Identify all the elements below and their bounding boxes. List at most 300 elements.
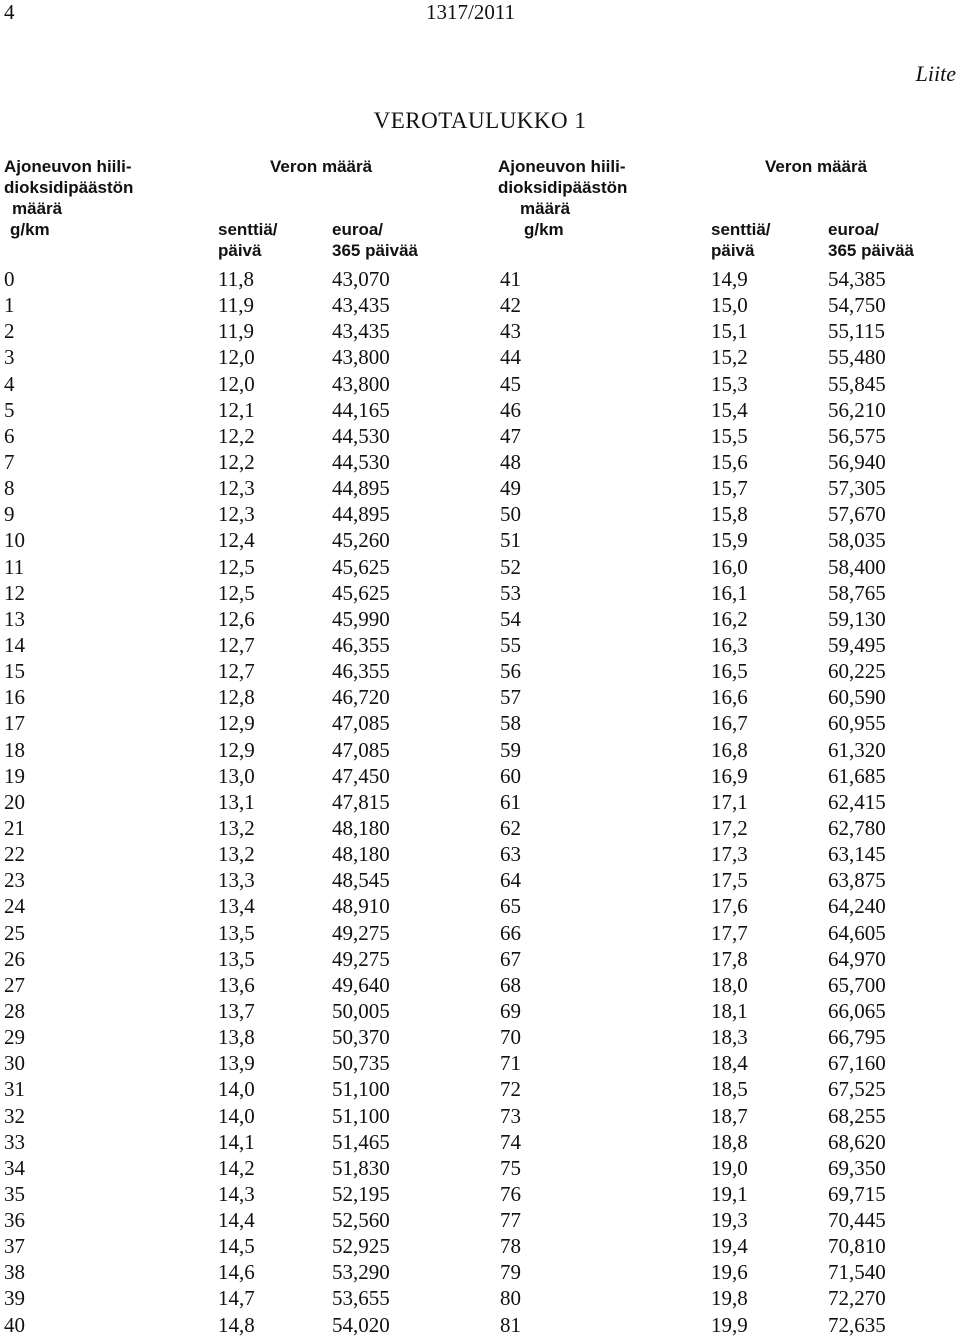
cell-euros-left: 47,085 xyxy=(332,737,390,762)
table-row xyxy=(0,554,960,580)
cell-euros-left: 51,100 xyxy=(332,1103,390,1128)
header-line: 365 päivää xyxy=(332,241,419,260)
cell-cents-right: 15,8 xyxy=(711,502,748,527)
cell-cents-right: 19,9 xyxy=(711,1312,748,1337)
cell-emission-left: 25 xyxy=(4,920,25,945)
cell-cents-left: 11,8 xyxy=(218,267,254,291)
cell-euros-right: 59,495 xyxy=(828,632,886,657)
cell-cents-left: 12,7 xyxy=(218,632,255,657)
cell-emission-right: 74 xyxy=(500,1129,521,1154)
cell-euros-right: 64,970 xyxy=(828,946,886,971)
cell-euros-left: 52,560 xyxy=(332,1208,390,1233)
cell-cents-left: 12,5 xyxy=(218,580,255,605)
table-row xyxy=(0,1024,960,1050)
cell-euros-right: 60,955 xyxy=(828,711,886,736)
header-line: Ajoneuvon hiili- xyxy=(498,157,626,176)
table-row xyxy=(0,371,960,397)
cell-euros-right: 70,445 xyxy=(828,1208,886,1233)
cell-cents-right: 16,7 xyxy=(711,711,748,736)
cell-emission-right: 56 xyxy=(500,659,521,684)
cell-euros-right: 58,400 xyxy=(828,554,886,579)
table-title: VEROTAULUKKO 1 xyxy=(373,108,587,133)
cell-emission-right: 60 xyxy=(500,763,521,788)
cell-cents-left: 12,2 xyxy=(218,423,255,448)
cell-euros-left: 46,355 xyxy=(332,659,390,684)
cell-euros-right: 55,115 xyxy=(828,319,885,344)
cell-emission-left: 18 xyxy=(4,737,25,762)
cell-euros-right: 55,480 xyxy=(828,345,886,370)
cell-euros-right: 56,940 xyxy=(828,449,886,474)
table-row xyxy=(0,449,960,475)
cell-cents-left: 14,1 xyxy=(218,1129,255,1154)
cell-cents-right: 19,6 xyxy=(711,1260,748,1285)
cell-euros-left: 44,165 xyxy=(332,397,390,422)
cell-cents-left: 13,3 xyxy=(218,868,255,893)
cell-cents-left: 12,3 xyxy=(218,476,255,501)
cell-cents-left: 14,3 xyxy=(218,1181,255,1206)
cell-euros-right: 57,670 xyxy=(828,502,886,527)
cell-emission-left: 32 xyxy=(4,1103,25,1128)
cell-emission-left: 26 xyxy=(4,946,25,971)
cell-emission-left: 23 xyxy=(4,868,25,893)
cell-euros-right: 61,320 xyxy=(828,737,886,762)
cell-emission-right: 66 xyxy=(500,920,521,945)
table-row xyxy=(0,763,960,789)
cell-emission-left: 22 xyxy=(4,842,25,867)
cell-euros-right: 54,750 xyxy=(828,293,886,318)
cell-emission-right: 61 xyxy=(500,789,521,814)
header-line: päivä xyxy=(218,241,262,260)
cell-emission-right: 51 xyxy=(500,528,521,553)
table-row xyxy=(0,423,960,449)
cell-euros-left: 45,260 xyxy=(332,528,390,553)
cell-cents-left: 12,6 xyxy=(218,606,255,631)
right-cents-header xyxy=(711,219,771,261)
cell-euros-right: 61,685 xyxy=(828,763,886,788)
table-row xyxy=(0,893,960,919)
table-row xyxy=(0,737,960,763)
cell-emission-right: 79 xyxy=(500,1260,521,1285)
cell-emission-right: 53 xyxy=(500,580,521,605)
left-euros-header xyxy=(332,219,418,261)
table-row xyxy=(0,710,960,736)
cell-cents-left: 12,9 xyxy=(218,711,255,736)
cell-emission-left: 11 xyxy=(4,554,25,579)
cell-cents-right: 16,3 xyxy=(711,632,748,657)
header-line: euroa/ xyxy=(828,220,880,239)
header-unit: g/km xyxy=(524,220,564,239)
cell-emission-left: 30 xyxy=(4,1051,25,1076)
table-row xyxy=(0,1076,960,1102)
cell-euros-right: 69,350 xyxy=(828,1155,886,1180)
cell-emission-left: 15 xyxy=(4,659,25,684)
header-line: päivä xyxy=(711,241,755,260)
table-row xyxy=(0,1312,960,1338)
cell-cents-right: 18,4 xyxy=(711,1051,748,1076)
cell-euros-right: 66,065 xyxy=(828,998,886,1023)
cell-euros-left: 48,910 xyxy=(332,894,390,919)
table-row xyxy=(0,527,960,553)
cell-cents-right: 16,2 xyxy=(711,606,748,631)
cell-euros-left: 44,895 xyxy=(332,502,390,527)
header-unit: g/km xyxy=(10,220,50,239)
cell-euros-left: 43,435 xyxy=(332,293,390,318)
cell-cents-right: 15,6 xyxy=(711,449,748,474)
table-row xyxy=(0,1129,960,1155)
cell-euros-left: 45,625 xyxy=(332,580,390,605)
cell-emission-left: 34 xyxy=(4,1155,25,1180)
cell-euros-right: 64,240 xyxy=(828,894,886,919)
cell-euros-left: 43,800 xyxy=(332,345,390,370)
cell-emission-right: 57 xyxy=(500,685,521,710)
cell-euros-left: 50,370 xyxy=(332,1025,390,1050)
cell-cents-right: 18,7 xyxy=(711,1103,748,1128)
cell-cents-left: 14,7 xyxy=(218,1286,255,1311)
table-row xyxy=(0,920,960,946)
cell-emission-left: 36 xyxy=(4,1208,25,1233)
cell-euros-right: 70,810 xyxy=(828,1234,886,1259)
header-line: dioksidipäästön xyxy=(4,178,134,197)
cell-cents-left: 12,0 xyxy=(218,345,255,370)
cell-euros-left: 50,005 xyxy=(332,998,390,1023)
cell-emission-right: 63 xyxy=(500,842,521,867)
cell-cents-right: 15,3 xyxy=(711,371,748,396)
cell-emission-right: 48 xyxy=(500,449,521,474)
cell-euros-left: 45,625 xyxy=(332,554,390,579)
table-row xyxy=(0,684,960,710)
cell-euros-left: 49,640 xyxy=(332,972,390,997)
cell-euros-right: 65,700 xyxy=(828,972,886,997)
cell-emission-left: 19 xyxy=(4,763,25,788)
cell-cents-left: 13,7 xyxy=(218,998,255,1023)
cell-euros-right: 60,590 xyxy=(828,685,886,710)
cell-euros-right: 63,145 xyxy=(828,842,886,867)
cell-euros-left: 45,990 xyxy=(332,606,390,631)
cell-euros-right: 68,255 xyxy=(828,1103,886,1128)
cell-euros-left: 51,465 xyxy=(332,1129,390,1154)
table-row xyxy=(0,946,960,972)
cell-emission-right: 54 xyxy=(500,606,521,631)
table-row xyxy=(0,606,960,632)
cell-cents-right: 17,8 xyxy=(711,946,748,971)
page-number: 4 xyxy=(4,0,15,24)
cell-euros-right: 56,575 xyxy=(828,423,886,448)
cell-cents-right: 16,8 xyxy=(711,737,748,762)
cell-emission-left: 31 xyxy=(4,1077,25,1102)
cell-euros-left: 51,830 xyxy=(332,1155,390,1180)
cell-cents-right: 17,2 xyxy=(711,815,748,840)
cell-emission-right: 76 xyxy=(500,1181,521,1206)
cell-euros-right: 59,130 xyxy=(828,606,886,631)
cell-cents-right: 17,7 xyxy=(711,920,748,945)
header-line: määrä xyxy=(12,199,63,218)
cell-cents-right: 19,4 xyxy=(711,1234,748,1259)
cell-emission-right: 49 xyxy=(500,476,521,501)
cell-cents-right: 15,5 xyxy=(711,423,748,448)
table-row xyxy=(0,867,960,893)
cell-emission-right: 75 xyxy=(500,1155,521,1180)
cell-cents-right: 15,7 xyxy=(711,476,748,501)
cell-cents-left: 14,2 xyxy=(218,1155,255,1180)
cell-cents-left: 12,8 xyxy=(218,685,255,710)
table-row xyxy=(0,998,960,1024)
table-row xyxy=(0,1285,960,1311)
header-line: senttiä/ xyxy=(218,220,278,239)
cell-euros-left: 48,545 xyxy=(332,868,390,893)
cell-emission-left: 13 xyxy=(4,606,25,631)
cell-cents-left: 13,8 xyxy=(218,1025,255,1050)
cell-emission-right: 41 xyxy=(500,267,521,291)
cell-euros-right: 60,225 xyxy=(828,659,886,684)
cell-emission-left: 1 xyxy=(4,293,15,318)
cell-emission-left: 8 xyxy=(4,476,15,501)
header-line: määrä xyxy=(520,199,571,218)
right-emission-header xyxy=(498,156,627,240)
cell-emission-right: 80 xyxy=(500,1286,521,1311)
cell-cents-right: 19,0 xyxy=(711,1155,748,1180)
cell-euros-left: 53,290 xyxy=(332,1260,390,1285)
cell-euros-left: 47,815 xyxy=(332,789,390,814)
cell-emission-left: 14 xyxy=(4,632,25,657)
cell-cents-left: 12,1 xyxy=(218,397,255,422)
cell-euros-left: 43,435 xyxy=(332,319,390,344)
table-row xyxy=(0,397,960,423)
cell-emission-left: 7 xyxy=(4,449,15,474)
left-tax-header: Veron määrä xyxy=(270,157,373,176)
cell-cents-left: 13,9 xyxy=(218,1051,255,1076)
table-row xyxy=(0,972,960,998)
cell-cents-right: 19,3 xyxy=(711,1208,748,1233)
cell-euros-right: 64,605 xyxy=(828,920,886,945)
cell-euros-left: 48,180 xyxy=(332,815,390,840)
cell-cents-right: 16,5 xyxy=(711,659,748,684)
right-tax-header: Veron määrä xyxy=(765,157,868,176)
table-row xyxy=(0,1181,960,1207)
cell-cents-left: 12,7 xyxy=(218,659,255,684)
cell-cents-left: 11,9 xyxy=(218,293,254,318)
cell-euros-right: 68,620 xyxy=(828,1129,886,1154)
cell-euros-left: 46,355 xyxy=(332,632,390,657)
cell-cents-right: 15,1 xyxy=(711,319,748,344)
cell-cents-left: 14,6 xyxy=(218,1260,255,1285)
cell-euros-right: 69,715 xyxy=(828,1181,886,1206)
header-line: 365 päivää xyxy=(828,241,915,260)
cell-emission-left: 33 xyxy=(4,1129,25,1154)
cell-emission-right: 58 xyxy=(500,711,521,736)
cell-emission-right: 59 xyxy=(500,737,521,762)
cell-cents-right: 19,8 xyxy=(711,1286,748,1311)
cell-emission-left: 28 xyxy=(4,998,25,1023)
cell-cents-right: 17,5 xyxy=(711,868,748,893)
cell-cents-right: 18,3 xyxy=(711,1025,748,1050)
cell-cents-right: 17,1 xyxy=(711,789,748,814)
cell-euros-left: 46,720 xyxy=(332,685,390,710)
cell-emission-right: 65 xyxy=(500,894,521,919)
table-row xyxy=(0,501,960,527)
cell-emission-right: 42 xyxy=(500,293,521,318)
cell-emission-right: 73 xyxy=(500,1103,521,1128)
cell-cents-left: 13,4 xyxy=(218,894,255,919)
cell-euros-right: 66,795 xyxy=(828,1025,886,1050)
cell-emission-right: 44 xyxy=(500,345,521,370)
cell-cents-right: 18,8 xyxy=(711,1129,748,1154)
cell-cents-left: 13,0 xyxy=(218,763,255,788)
cell-emission-right: 71 xyxy=(500,1051,521,1076)
cell-emission-left: 16 xyxy=(4,685,25,710)
cell-euros-right: 58,035 xyxy=(828,528,886,553)
cell-emission-left: 37 xyxy=(4,1234,25,1259)
cell-emission-left: 24 xyxy=(4,894,25,919)
table-row xyxy=(0,344,960,370)
cell-emission-left: 9 xyxy=(4,502,15,527)
cell-emission-right: 45 xyxy=(500,371,521,396)
cell-cents-left: 14,5 xyxy=(218,1234,255,1259)
header-line: euroa/ xyxy=(332,220,384,239)
cell-euros-left: 47,450 xyxy=(332,763,390,788)
cell-cents-left: 13,5 xyxy=(218,920,255,945)
cell-emission-right: 68 xyxy=(500,972,521,997)
cell-euros-left: 50,735 xyxy=(332,1051,390,1076)
cell-cents-right: 16,9 xyxy=(711,763,748,788)
table-row xyxy=(0,1050,960,1076)
cell-emission-left: 21 xyxy=(4,815,25,840)
cell-cents-right: 16,0 xyxy=(711,554,748,579)
cell-emission-right: 69 xyxy=(500,998,521,1023)
cell-euros-left: 43,800 xyxy=(332,371,390,396)
cell-emission-left: 2 xyxy=(4,319,15,344)
cell-cents-right: 15,2 xyxy=(711,345,748,370)
cell-cents-left: 14,0 xyxy=(218,1103,255,1128)
cell-cents-left: 13,1 xyxy=(218,789,255,814)
cell-emission-left: 29 xyxy=(4,1025,25,1050)
cell-emission-right: 50 xyxy=(500,502,521,527)
cell-emission-right: 52 xyxy=(500,554,521,579)
table-row xyxy=(0,1233,960,1259)
cell-emission-left: 38 xyxy=(4,1260,25,1285)
table-row xyxy=(0,1155,960,1181)
appendix-label: Liite xyxy=(915,61,956,86)
cell-cents-left: 14,4 xyxy=(218,1208,255,1233)
cell-euros-left: 43,070 xyxy=(332,267,390,291)
cell-cents-left: 12,5 xyxy=(218,554,255,579)
table-row xyxy=(0,1259,960,1285)
table-row xyxy=(0,1103,960,1129)
cell-cents-left: 12,9 xyxy=(218,737,255,762)
right-euros-header xyxy=(828,219,914,261)
cell-cents-left: 12,2 xyxy=(218,449,255,474)
cell-euros-right: 62,780 xyxy=(828,815,886,840)
cell-cents-right: 16,1 xyxy=(711,580,748,605)
table-row xyxy=(0,815,960,841)
cell-emission-left: 0 xyxy=(4,267,15,291)
table-row xyxy=(0,292,960,318)
cell-euros-left: 54,020 xyxy=(332,1312,390,1337)
cell-emission-right: 43 xyxy=(500,319,521,344)
cell-cents-right: 16,6 xyxy=(711,685,748,710)
cell-cents-right: 17,6 xyxy=(711,894,748,919)
table-row xyxy=(0,1207,960,1233)
cell-emission-right: 72 xyxy=(500,1077,521,1102)
cell-euros-left: 52,195 xyxy=(332,1181,390,1206)
header-line: Ajoneuvon hiili- xyxy=(4,157,132,176)
cell-euros-left: 53,655 xyxy=(332,1286,390,1311)
cell-emission-left: 5 xyxy=(4,397,15,422)
cell-cents-left: 13,2 xyxy=(218,815,255,840)
cell-cents-right: 18,0 xyxy=(711,972,748,997)
tax-table xyxy=(0,266,960,1338)
cell-cents-right: 15,9 xyxy=(711,528,748,553)
cell-emission-right: 64 xyxy=(500,868,521,893)
cell-cents-right: 14,9 xyxy=(711,267,748,291)
cell-cents-right: 19,1 xyxy=(711,1181,748,1206)
cell-euros-left: 44,530 xyxy=(332,449,390,474)
document-id: 1317/2011 xyxy=(426,0,516,24)
table-row xyxy=(0,841,960,867)
cell-emission-right: 46 xyxy=(500,397,521,422)
table-row xyxy=(0,475,960,501)
cell-emission-left: 40 xyxy=(4,1312,25,1337)
cell-euros-right: 55,845 xyxy=(828,371,886,396)
table-row xyxy=(0,658,960,684)
left-emission-header xyxy=(4,156,133,240)
cell-cents-left: 12,3 xyxy=(218,502,255,527)
cell-emission-right: 78 xyxy=(500,1234,521,1259)
cell-emission-left: 4 xyxy=(4,371,15,396)
cell-cents-left: 12,4 xyxy=(218,528,255,553)
cell-euros-right: 58,765 xyxy=(828,580,886,605)
cell-cents-right: 17,3 xyxy=(711,842,748,867)
cell-euros-left: 44,530 xyxy=(332,423,390,448)
cell-cents-right: 15,0 xyxy=(711,293,748,318)
cell-cents-right: 18,1 xyxy=(711,998,748,1023)
cell-emission-left: 27 xyxy=(4,972,25,997)
cell-euros-left: 52,925 xyxy=(332,1234,390,1259)
cell-emission-right: 62 xyxy=(500,815,521,840)
cell-euros-right: 67,160 xyxy=(828,1051,886,1076)
cell-emission-left: 35 xyxy=(4,1181,25,1206)
cell-euros-left: 49,275 xyxy=(332,946,390,971)
cell-cents-right: 15,4 xyxy=(711,397,748,422)
left-cents-header xyxy=(218,219,278,261)
table-row xyxy=(0,318,960,344)
header-line: senttiä/ xyxy=(711,220,771,239)
cell-euros-left: 48,180 xyxy=(332,842,390,867)
cell-cents-left: 12,0 xyxy=(218,371,255,396)
table-row xyxy=(0,580,960,606)
cell-euros-right: 72,270 xyxy=(828,1286,886,1311)
cell-euros-right: 71,540 xyxy=(828,1260,886,1285)
cell-emission-left: 39 xyxy=(4,1286,25,1311)
cell-emission-left: 6 xyxy=(4,423,15,448)
cell-cents-left: 11,9 xyxy=(218,319,254,344)
cell-cents-left: 13,5 xyxy=(218,946,255,971)
cell-euros-right: 72,635 xyxy=(828,1312,886,1337)
cell-emission-right: 67 xyxy=(500,946,521,971)
cell-emission-left: 10 xyxy=(4,528,25,553)
cell-euros-right: 56,210 xyxy=(828,397,886,422)
table-row xyxy=(0,266,960,292)
cell-euros-left: 49,275 xyxy=(332,920,390,945)
cell-emission-right: 55 xyxy=(500,632,521,657)
cell-euros-right: 67,525 xyxy=(828,1077,886,1102)
cell-emission-right: 47 xyxy=(500,423,521,448)
cell-emission-left: 17 xyxy=(4,711,25,736)
cell-euros-right: 54,385 xyxy=(828,267,886,291)
table-row xyxy=(0,789,960,815)
cell-euros-right: 63,875 xyxy=(828,868,886,893)
cell-euros-left: 44,895 xyxy=(332,476,390,501)
cell-euros-right: 57,305 xyxy=(828,476,886,501)
